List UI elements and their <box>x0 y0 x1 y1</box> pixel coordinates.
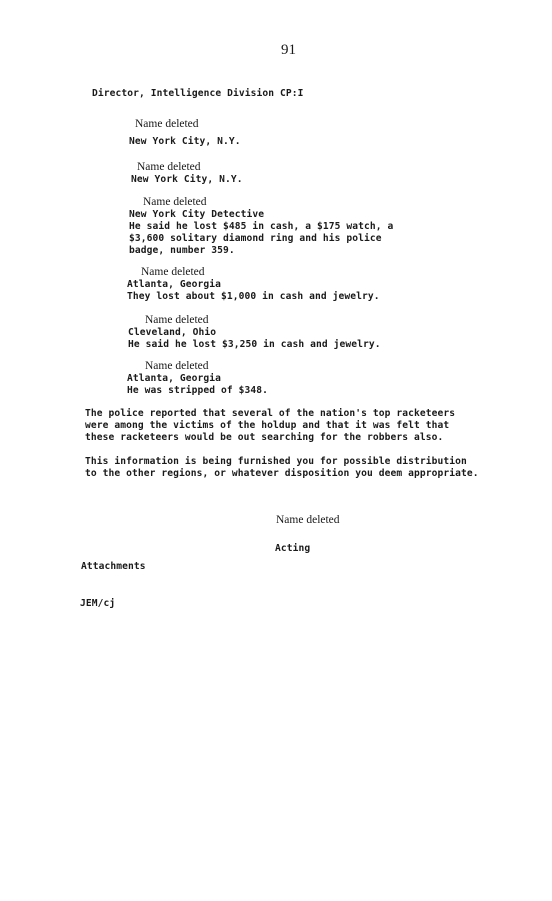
reference-initials: JEM/cj <box>80 598 116 609</box>
redacted-name: Name deleted <box>143 196 207 208</box>
victim-entry <box>127 360 268 397</box>
victim-description: New York City Detective <box>129 209 265 220</box>
victim-entry <box>127 266 380 303</box>
redacted-name: Name deleted <box>141 266 205 278</box>
victim-location: Cleveland, Ohio <box>128 327 217 338</box>
redacted-name: Name deleted <box>145 360 209 372</box>
page-number: 91 <box>281 42 296 58</box>
redacted-name: Name deleted <box>145 314 209 326</box>
victim-entry <box>131 161 243 186</box>
redacted-name: Name deleted <box>137 161 201 173</box>
victim-loss: He said he lost $3,250 in cash and jewelry. <box>128 339 381 350</box>
victim-loss: He was stripped of $348. <box>127 385 269 396</box>
paragraph-line: were among the victims of the holdup and that it was felt that <box>85 420 450 431</box>
victim-location: Atlanta, Georgia <box>127 279 222 290</box>
paragraph-line: these racketeers would be out searching for the robbers also. <box>85 432 444 443</box>
victim-location: New York City, N.Y. <box>129 136 241 147</box>
paragraph-line: The police reported that several of the nation's top racketeers <box>85 408 456 419</box>
victim-loss: He said he lost $485 in cash, a $175 watch, a <box>129 221 394 232</box>
body-paragraph <box>85 408 455 444</box>
victim-entry <box>129 118 241 148</box>
signature-name: Name deleted <box>276 514 340 526</box>
paragraph-line: to the other regions, or whatever disposition you deem appropriate. <box>85 468 479 479</box>
paragraph-line: This information is being furnished you for possible distribution <box>85 456 467 467</box>
attachments-label: Attachments <box>81 561 146 572</box>
victim-entry <box>129 196 393 257</box>
memo-recipient-header: Director, Intelligence Division CP:I <box>92 88 304 99</box>
body-paragraph <box>85 456 479 480</box>
redacted-name: Name deleted <box>135 118 199 130</box>
signature-title: Acting <box>275 543 311 554</box>
victim-entry <box>128 314 381 351</box>
victim-loss: $3,600 solitary diamond ring and his police <box>129 233 382 244</box>
victim-loss: badge, number 359. <box>129 245 235 256</box>
victim-location: Atlanta, Georgia <box>127 373 222 384</box>
victim-loss: They lost about $1,000 in cash and jewelry. <box>127 291 380 302</box>
victim-location: New York City, N.Y. <box>131 174 243 185</box>
